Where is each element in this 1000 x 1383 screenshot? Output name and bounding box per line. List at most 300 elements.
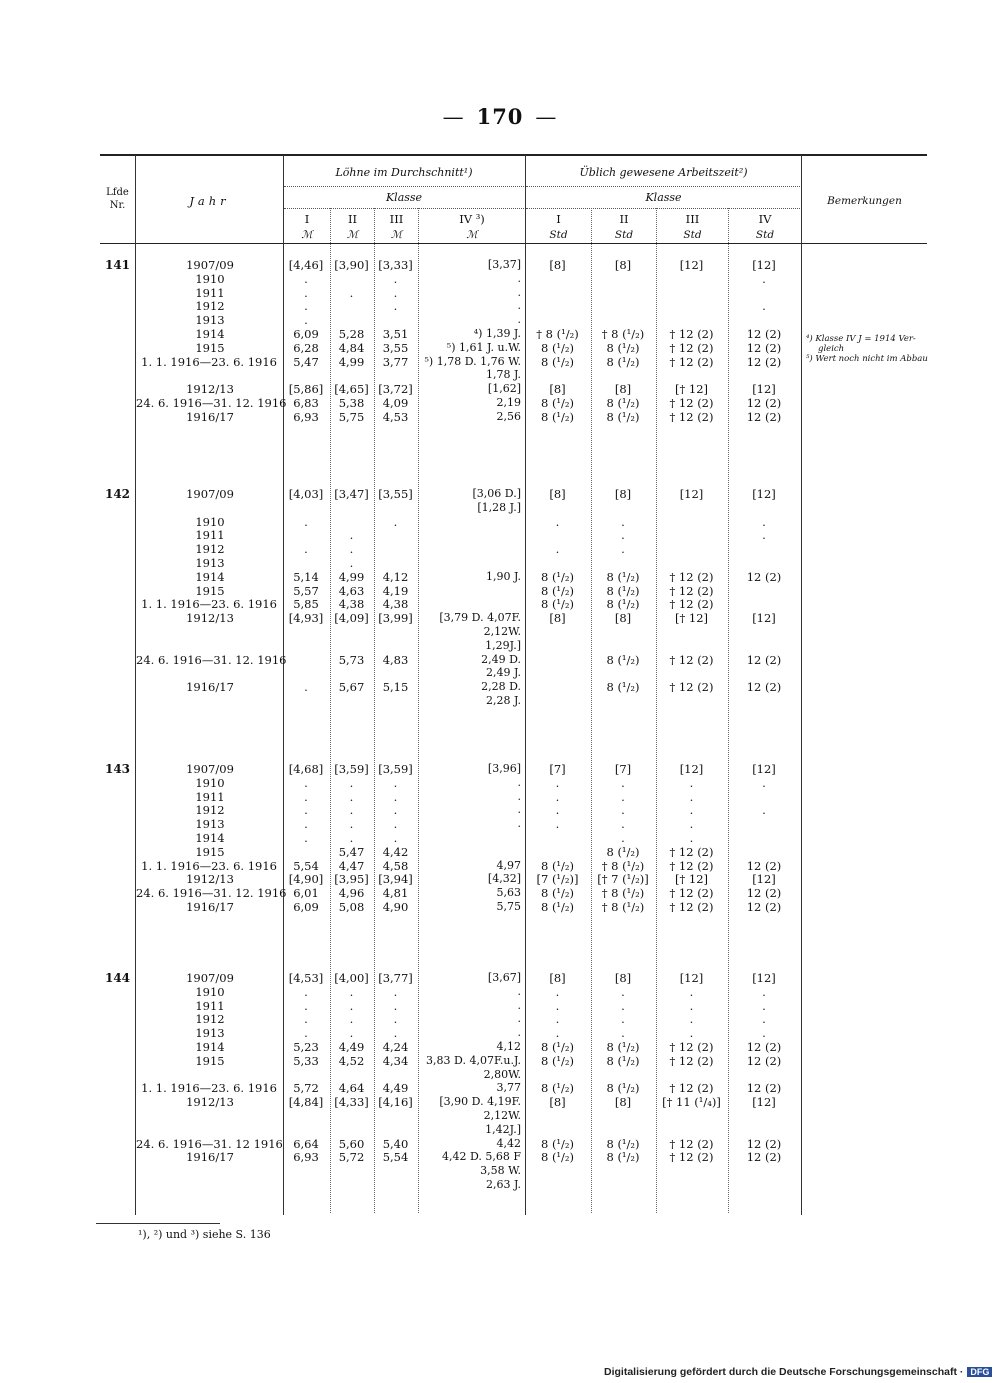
row-jahr: 1913 (195, 556, 225, 570)
row-cell-col3: 4,42 (382, 844, 409, 859)
row-cell-col2: 5,38 (338, 396, 365, 410)
row-cell-col5: . (555, 803, 560, 818)
row-cell-col2: [4,00] (334, 971, 369, 985)
row-cell-col1: 5,23 (293, 1040, 319, 1054)
row-cell-col4: 2,56 (496, 409, 521, 423)
row-jahr: 1916/17 (186, 1150, 234, 1165)
row-jahr: 1914 (195, 831, 225, 845)
row-cell-col6: † 8 (¹/₂) (601, 327, 645, 341)
row-cell-col6: . (621, 1026, 625, 1041)
row-cell-col6: 8 (¹/₂) (606, 1150, 640, 1165)
col-divider-a2 (656, 208, 657, 1213)
row-cell-col1: [4,93] (288, 611, 324, 626)
row-jahr: 1914 (195, 1040, 225, 1054)
row-cell-col5: . (555, 775, 560, 790)
row-jahr: 1907/09 (186, 487, 234, 501)
row-cell-col8: [12] (752, 258, 776, 272)
row-cell-col6: [8] (614, 611, 632, 626)
row-cell-col2: . (349, 542, 354, 557)
row-cell-col4: [3,79 D. 4,07F. (439, 611, 521, 625)
row-cell-col7: . (689, 831, 694, 845)
bemerkung-note: ⁵) Wert noch nicht im Abbau (806, 354, 928, 364)
row-cell-col8: [12] (752, 1095, 776, 1110)
row-cell-col4: 2,28 D. (481, 680, 521, 694)
row-cell-col5: . (555, 1012, 560, 1027)
bemerkung-note: ⁴) Klasse IV J = 1914 Ver- (806, 334, 916, 344)
row-cell-col2: 4,47 (338, 858, 365, 873)
row-cell-col7: † 12 (2) (669, 354, 714, 369)
row-cell-col3: [3,77] (378, 971, 413, 985)
row-jahr: 1912 (195, 803, 225, 818)
row-cell-col4: 2,19 (496, 396, 521, 409)
row-cell-col2: 5,60 (338, 1136, 365, 1151)
row-cell-col5: 8 (¹/₂) (540, 900, 575, 914)
row-cell-col6: . (621, 1012, 625, 1027)
row-cell-col1: [4,53] (288, 971, 324, 985)
col-head-3: IV ³) (459, 212, 485, 226)
row-cell-col7: . (689, 998, 694, 1013)
row-cell-col7: [† 12] (674, 872, 708, 887)
row-cell-col5: 8 (¹/₂) (540, 1053, 575, 1068)
col-unit-0: ℳ (301, 229, 313, 241)
header-arbeitszeit: Üblich gewesene Arbeitszeit²) (579, 166, 748, 179)
row-cell-col1: 5,54 (293, 858, 319, 873)
row-cell-col6: [† 7 (¹/₂)] (597, 872, 649, 887)
row-cell-col2: 4,49 (338, 1040, 365, 1054)
page-number: — 170 — (442, 104, 558, 129)
row-cell-col5: 8 (¹/₂) (540, 583, 575, 598)
row-cell-col5: . (555, 1026, 560, 1041)
row-cell-col4: 2,49 D. (481, 652, 521, 666)
row-cell-col3: 3,77 (382, 354, 409, 369)
row-cell-col5: . (555, 817, 560, 832)
header-jahr: Jahr (189, 194, 230, 208)
row-cell-col6: . (621, 831, 625, 845)
row-jahr: 1913 (195, 817, 225, 832)
row-cell-col6: [8] (614, 487, 632, 501)
row-cell-col6: † 8 (¹/₂) (601, 900, 645, 914)
row-cell-col3: . (393, 1012, 398, 1027)
row-cell-col8: 12 (2) (746, 886, 782, 901)
col-divider-mid (525, 155, 526, 1215)
row-cell-col7: . (689, 1012, 694, 1027)
row-cell-col1: 5,72 (293, 1081, 319, 1096)
row-cell-col5: . (555, 984, 560, 999)
row-cell-col2: . (349, 789, 354, 804)
row-cell-col4: . (517, 299, 521, 313)
row-cell-col2: . (349, 775, 354, 790)
row-cell-col4: . (517, 998, 521, 1012)
row-cell-col3: [3,94] (378, 872, 413, 887)
row-jahr: 1910 (195, 775, 225, 790)
col-head-5: II (619, 212, 629, 226)
row-cell-col8: 12 (2) (746, 1150, 782, 1165)
row-cell-col7: [12] (679, 487, 704, 501)
row-cell-col6: 8 (¹/₂) (606, 354, 640, 369)
row-cell-col1: 5,14 (293, 569, 319, 584)
row-cell-col4: 2,12W. (483, 625, 521, 638)
bemerkung-note: gleich (818, 344, 845, 354)
row-jahr: 1912 (195, 1012, 225, 1027)
row-cell-col8: 12 (2) (746, 409, 782, 424)
row-cell-col1: . (304, 285, 308, 300)
row-cell-col8: 12 (2) (746, 1053, 782, 1068)
row-cell-col5: 8 (¹/₂) (540, 1040, 575, 1054)
row-cell-col2: . (349, 998, 354, 1013)
row-cell-col7: † 12 (2) (669, 900, 714, 914)
row-cell-col2: . (349, 984, 354, 999)
row-cell-col3: [3,55] (378, 487, 413, 501)
col-unit-5: Std (614, 229, 634, 241)
row-cell-col7: † 12 (2) (669, 1053, 714, 1068)
row-cell-col3: 4,38 (382, 597, 409, 612)
row-jahr: 1914 (195, 327, 225, 341)
row-cell-col1: [4,46] (288, 258, 324, 272)
row-cell-col8: 12 (2) (746, 1081, 782, 1096)
row-jahr: 1912 (195, 542, 225, 557)
row-cell-col1: [4,03] (288, 487, 324, 501)
row-cell-col3: . (393, 271, 398, 286)
col-head-2: III (389, 212, 404, 226)
row-cell-col5: † 8 (¹/₂) (536, 327, 579, 341)
header-lfde-nr (100, 186, 135, 212)
row-jahr: 1915 (195, 1053, 225, 1068)
row-cell-col2: . (349, 1026, 354, 1041)
row-cell-col6: [8] (614, 258, 632, 272)
row-cell-col6: . (621, 542, 625, 557)
row-cell-col8: 12 (2) (746, 900, 782, 914)
row-cell-col1: . (304, 1012, 308, 1027)
row-cell-col4: 1,90 J. (485, 569, 521, 583)
row-cell-col5: 8 (¹/₂) (540, 569, 575, 584)
row-cell-col4: [4,32] (487, 872, 521, 886)
row-cell-col5: 8 (¹/₂) (540, 597, 575, 612)
row-cell-col2: 5,72 (338, 1150, 365, 1165)
row-cell-col5: 8 (¹/₂) (540, 340, 575, 355)
row-cell-col8: . (762, 984, 766, 999)
row-cell-col5: 8 (¹/₂) (540, 1136, 575, 1151)
row-cell-col5: [7 (¹/₂)] (536, 872, 579, 887)
row-cell-col3: . (393, 831, 398, 845)
row-jahr: 1. 1. 1916—23. 6. 1916 (141, 354, 277, 369)
row-cell-col8: 12 (2) (746, 1040, 782, 1054)
row-jahr: 24. 6. 1916—31. 12. 1916 (136, 652, 287, 667)
row-cell-col7: † 12 (2) (669, 1150, 714, 1165)
row-jahr: 1912/13 (186, 1095, 234, 1110)
row-cell-col3: 4,19 (382, 583, 409, 598)
row-cell-col5: [7] (549, 762, 566, 776)
row-cell-col1: . (304, 313, 308, 328)
row-cell-col2: [3,90] (334, 258, 369, 272)
row-cell-col5: [8] (549, 487, 566, 501)
row-cell-col3: [3,72] (378, 382, 413, 397)
row-cell-col7: . (689, 789, 694, 804)
row-cell-col4: 2,63 J. (485, 1178, 521, 1191)
col-divider-bem (801, 155, 802, 1215)
header-klasse-left: Klasse (385, 191, 423, 204)
row-cell-col2: 5,73 (338, 652, 365, 667)
row-cell-col3: . (393, 803, 398, 818)
row-cell-col4: 1,29J.] (485, 638, 521, 652)
table-top-rule (100, 154, 927, 156)
row-cell-col3: [3,59] (378, 762, 413, 776)
row-cell-col6: 8 (¹/₂) (606, 652, 640, 667)
header-loehne: Löhne im Durchschnitt¹) (335, 166, 473, 179)
row-cell-col7: [12] (679, 971, 704, 985)
row-cell-col4: 2,49 J. (485, 666, 521, 680)
row-cell-col7: † 12 (2) (669, 1136, 714, 1151)
row-cell-col4: ⁵) 1,78 D. 1,76 W. (424, 354, 521, 368)
row-cell-col8: 12 (2) (746, 569, 782, 584)
row-cell-col8: . (762, 528, 766, 543)
row-cell-col8: 12 (2) (746, 680, 782, 695)
row-cell-col7: † 12 (2) (669, 844, 714, 859)
row-cell-col2: 4,99 (338, 569, 365, 584)
row-cell-col7: † 12 (2) (669, 409, 714, 424)
row-cell-col8: . (762, 271, 766, 286)
row-cell-col4: [3,37] (487, 258, 521, 271)
row-cell-col7: . (689, 817, 694, 832)
row-jahr: 1912/13 (186, 611, 234, 626)
row-cell-col6: 8 (¹/₂) (606, 844, 640, 859)
row-cell-col6: . (621, 514, 625, 529)
row-cell-col3: . (393, 1026, 398, 1041)
row-cell-col2: 5,47 (338, 844, 365, 859)
row-cell-col6: . (621, 998, 625, 1013)
row-cell-col4: 1,42J.] (485, 1122, 521, 1136)
row-cell-col7: . (689, 775, 694, 790)
row-cell-col4: . (517, 984, 521, 998)
row-jahr: 1907/09 (186, 258, 234, 272)
row-jahr: 1910 (195, 514, 225, 529)
col-head-0: I (304, 212, 310, 226)
row-jahr: 1912/13 (186, 382, 234, 397)
row-cell-col3: 4,90 (382, 900, 409, 914)
row-cell-col6: 8 (¹/₂) (606, 1040, 640, 1054)
row-cell-col3: . (393, 984, 398, 999)
row-cell-col3: . (393, 299, 398, 314)
row-cell-col6: 8 (¹/₂) (606, 409, 640, 424)
row-cell-col4: 4,12 (496, 1040, 521, 1053)
row-cell-col7: [† 11 (¹/₄)] (662, 1095, 721, 1110)
row-jahr: 1911 (195, 528, 225, 543)
row-cell-col1: . (304, 271, 308, 286)
row-cell-col2: 5,75 (338, 409, 365, 424)
row-cell-col4: [3,96] (487, 762, 521, 775)
row-cell-col1: 6,93 (293, 1150, 319, 1165)
group-nr: 142 (104, 487, 131, 501)
row-cell-col1: . (304, 998, 308, 1013)
row-jahr: 1915 (195, 340, 225, 355)
row-cell-col1: 6,01 (293, 886, 319, 901)
row-cell-col4: 3,58 W. (480, 1164, 521, 1178)
row-cell-col4: . (517, 775, 521, 789)
header-klasse-right: Klasse (645, 191, 682, 204)
klasse-rule-left (284, 186, 524, 187)
row-cell-col3: [3,33] (378, 258, 413, 272)
row-cell-col1: . (304, 984, 308, 999)
row-cell-col4: . (517, 271, 521, 285)
row-cell-col3: . (393, 789, 398, 804)
row-cell-col4: [3,06 D.] (472, 487, 521, 500)
header-nr: Nr. (109, 200, 126, 211)
row-cell-col2: 4,96 (338, 886, 365, 901)
row-cell-col6: . (621, 817, 625, 832)
row-cell-col6: 8 (¹/₂) (606, 1136, 640, 1151)
row-cell-col3: 4,12 (382, 569, 409, 584)
row-cell-col3: [3,99] (378, 611, 413, 626)
row-jahr: 1916/17 (186, 900, 234, 914)
row-cell-col7: † 12 (2) (669, 886, 714, 901)
row-cell-col1: 6,64 (293, 1136, 319, 1151)
row-cell-col7: † 12 (2) (669, 652, 714, 667)
row-jahr: 1912 (195, 299, 225, 314)
row-cell-col2: . (349, 803, 354, 818)
row-cell-col3: 4,53 (382, 409, 409, 424)
row-jahr: 1911 (195, 285, 225, 300)
row-jahr: 1911 (195, 998, 225, 1013)
row-cell-col1: 5,47 (293, 354, 319, 369)
row-cell-col4: 3,83 D. 4,07F.u.J. (426, 1053, 521, 1067)
row-cell-col2: 4,52 (338, 1053, 365, 1068)
row-cell-col4: 3,77 (496, 1081, 521, 1095)
row-cell-col3: . (393, 817, 398, 832)
row-cell-col8: [12] (752, 382, 776, 397)
header-bemerkungen: Bemerkungen (827, 195, 902, 207)
row-cell-col1: . (304, 831, 308, 845)
row-cell-col6: 8 (¹/₂) (606, 680, 640, 695)
row-cell-col5: 8 (¹/₂) (540, 1081, 575, 1096)
row-cell-col4: 4,42 (496, 1136, 521, 1150)
col-unit-4: Std (549, 229, 568, 241)
row-cell-col3: . (393, 775, 398, 790)
row-cell-col2: 4,64 (338, 1081, 365, 1096)
row-cell-col8: 12 (2) (746, 354, 782, 369)
row-cell-col8: 12 (2) (746, 1136, 782, 1151)
row-cell-col7: † 12 (2) (669, 396, 714, 410)
row-cell-col6: . (621, 775, 625, 790)
row-cell-col7: [† 12] (674, 382, 708, 397)
col-divider-nr (135, 155, 136, 1215)
row-cell-col8: 12 (2) (746, 327, 782, 341)
row-cell-col4: . (517, 803, 521, 817)
row-cell-col6: . (621, 528, 625, 543)
row-cell-col6: † 8 (¹/₂) (601, 886, 645, 901)
row-cell-col3: 4,81 (382, 886, 409, 901)
row-cell-col4: . (517, 313, 521, 327)
row-cell-col2: 4,84 (338, 340, 365, 355)
row-jahr: 24. 6. 1916—31. 12. 1916 (136, 886, 287, 901)
dfg-logo: DFG (967, 1367, 992, 1377)
row-cell-col4: [3,67] (487, 971, 521, 984)
row-jahr: 24. 6. 1916—31. 12. 1916 (136, 396, 287, 410)
row-jahr: 1910 (195, 984, 225, 999)
row-cell-col2: [3,59] (334, 762, 369, 776)
row-cell-col5: 8 (¹/₂) (540, 858, 575, 873)
row-cell-col6: . (621, 789, 625, 804)
row-cell-col1: 5,57 (293, 583, 319, 598)
row-cell-col1: . (304, 680, 308, 695)
row-cell-col3: 4,09 (382, 396, 409, 410)
row-cell-col1: . (304, 803, 308, 818)
row-cell-col7: [† 12] (674, 611, 708, 626)
row-cell-col5: . (555, 789, 560, 804)
group-nr: 143 (104, 762, 131, 776)
col-head-4: I (556, 212, 561, 226)
row-cell-col7: † 12 (2) (669, 1081, 714, 1096)
row-cell-col4: ⁴) 1,39 J. (473, 327, 521, 340)
row-cell-col6: . (621, 984, 625, 999)
row-cell-col2: . (349, 556, 354, 570)
row-cell-col7: † 12 (2) (669, 583, 714, 598)
row-jahr: 1. 1. 1916—23. 6. 1916 (141, 1081, 277, 1096)
row-cell-col5: [8] (549, 611, 566, 626)
col-unit-3: ℳ (466, 229, 478, 241)
row-cell-col1: [5,86] (288, 382, 324, 397)
col-rule-right (526, 208, 800, 209)
row-jahr: 1915 (195, 583, 225, 598)
row-cell-col4: [1,62] (487, 382, 521, 396)
row-cell-col5: [8] (549, 1095, 566, 1110)
row-cell-col2: 5,67 (338, 680, 365, 695)
table-header-rule (100, 243, 927, 244)
row-cell-col3: 5,54 (382, 1150, 409, 1165)
col-unit-2: ℳ (390, 229, 403, 241)
row-cell-col1: . (304, 775, 308, 790)
row-cell-col8: [12] (752, 487, 776, 501)
dfg-credit-text: Digitalisierung gefördert durch die Deutsche Forschungsgemeinschaft · (604, 1366, 964, 1378)
row-jahr: 1912/13 (186, 872, 234, 887)
col-unit-6: Std (683, 229, 702, 241)
col-divider-jahr (283, 155, 284, 1215)
row-cell-col4: . (517, 285, 521, 299)
col-divider-l3 (418, 208, 419, 1213)
row-cell-col7: † 12 (2) (669, 569, 714, 584)
row-jahr: 1910 (195, 271, 225, 286)
row-cell-col5: 8 (¹/₂) (540, 396, 575, 410)
row-cell-col5: . (555, 542, 560, 557)
row-cell-col7: † 12 (2) (669, 858, 714, 873)
row-cell-col1: . (304, 542, 308, 557)
row-cell-col8: . (762, 998, 766, 1013)
row-cell-col6: [8] (614, 382, 632, 397)
row-cell-col3: 3,55 (382, 340, 409, 355)
row-cell-col6: † 8 (¹/₂) (601, 858, 645, 873)
row-jahr: 1911 (195, 789, 225, 804)
row-cell-col7: [12] (679, 762, 704, 776)
col-unit-7: Std (755, 229, 775, 241)
row-cell-col4: . (517, 817, 521, 831)
row-cell-col1: 6,09 (293, 900, 319, 914)
row-cell-col1: 6,28 (293, 340, 319, 355)
row-cell-col3: 4,58 (382, 858, 409, 873)
row-cell-col8: . (762, 775, 766, 790)
row-cell-col2: [3,47] (334, 487, 369, 501)
col-unit-1: ℳ (346, 229, 359, 241)
row-cell-col7: † 12 (2) (669, 340, 714, 355)
row-cell-col4: . (517, 1012, 521, 1026)
row-cell-col5: [8] (549, 971, 566, 985)
row-cell-col4: . (517, 1026, 521, 1040)
row-cell-col1: . (304, 789, 308, 804)
row-cell-col4: 2,12W. (483, 1109, 521, 1122)
row-cell-col4: 1,78 J. (485, 368, 521, 382)
row-cell-col4: 2,80W. (483, 1067, 521, 1081)
row-cell-col7: † 12 (2) (669, 680, 714, 695)
row-cell-col6: 8 (¹/₂) (606, 597, 640, 612)
row-cell-col8: . (762, 1012, 766, 1027)
row-cell-col7: . (689, 984, 694, 999)
